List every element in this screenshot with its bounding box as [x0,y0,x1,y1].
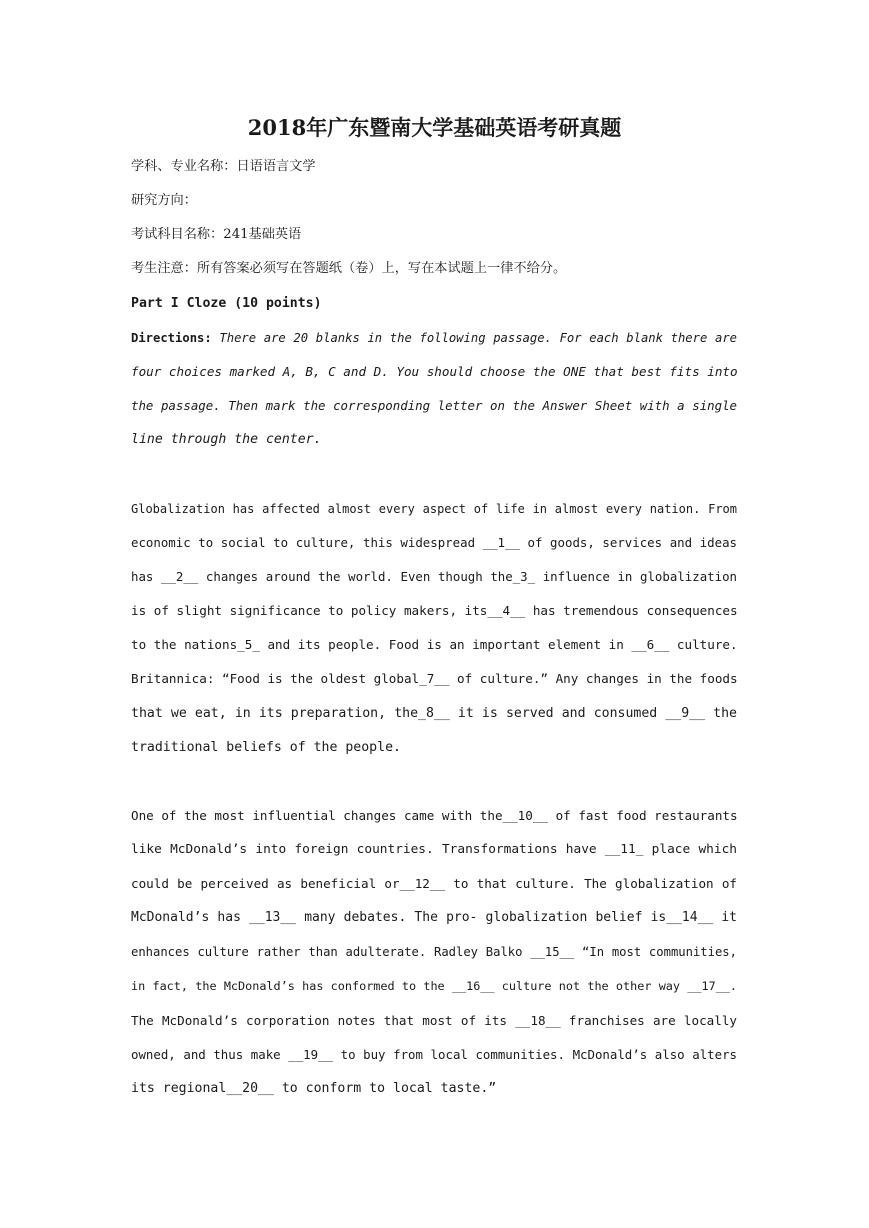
directions-text: There are 20 blanks in the following passage. For each blank there are [211,331,737,345]
p1-line-2: economic to social to culture, this widespread __1__ of goods, services and ideas [131,535,737,550]
direction-line: 研究方向： [131,193,197,208]
p2-line-8: owned, and thus make __19__ to buy from local communities. McDonald’s also alters [131,1047,737,1062]
directions-line-3: the passage. Then mark the corresponding letter on the Answer Sheet with a single [131,398,737,413]
p2-line-3: could be perceived as beneficial or__12__ to that culture. The globalization of [131,876,737,891]
directions-line-1 [131,328,737,348]
p1-line-6: Britannica: “Food is the oldest global_7__ of culture.” Any changes in the foods [131,671,738,686]
part-heading: Part I Cloze (10 points) [131,296,322,311]
p1-line-7: that we eat, in its preparation, the_8__ it is served and consumed __9__ the [131,706,737,721]
page-title: 2018年广东暨南大学基础英语考研真题 [247,115,622,140]
p2-line-2: like McDonald’s into foreign countries. Transformations have __11_ place which [131,842,737,857]
directions-label: Directions: [131,331,212,345]
p1-line-8: traditional beliefs of the people. [131,740,401,755]
directions-line-4: line through the center. [131,432,322,447]
p1-line-3: has __2__ changes around the world. Even though the_3_ influence in globalization [131,569,737,584]
p2-line-1: One of the most influential changes came with the__10__ of fast food restaurants [131,808,738,823]
p1-line-1: Globalization has affected almost every aspect of life in almost every nation. From [131,502,737,516]
p1-line-4: is of slight significance to policy makers, its__4__ has tremendous consequences [131,603,738,618]
subject-line: 学科、专业名称：日语语言文学 [131,159,316,174]
p2-line-7: The McDonald’s corporation notes that most of its __18__ franchises are locally [131,1013,737,1028]
exam-line: 考试科目名称：241基础英语 [131,227,302,242]
notice-line: 考生注意：所有答案必须写在答题纸（卷）上，写在本试题上一律不给分。 [131,261,567,276]
p2-line-6: in fact, the McDonald’s has conformed to the __16__ culture not the other way __17__. [131,979,737,993]
p2-line-5: enhances culture rather than adulterate. Radley Balko __15__ “In most communities, [131,945,737,959]
p2-line-9: its regional__20__ to conform to local taste.” [131,1081,497,1096]
p1-line-5: to the nations_5_ and its people. Food is an important element in __6__ culture. [131,637,738,652]
p2-line-4: McDonald’s has __13__ many debates. The pro- globalization belief is__14__ it [131,910,737,925]
directions-line-2: four choices marked A, B, C and D. You should choose the ONE that best fits into [131,364,738,379]
